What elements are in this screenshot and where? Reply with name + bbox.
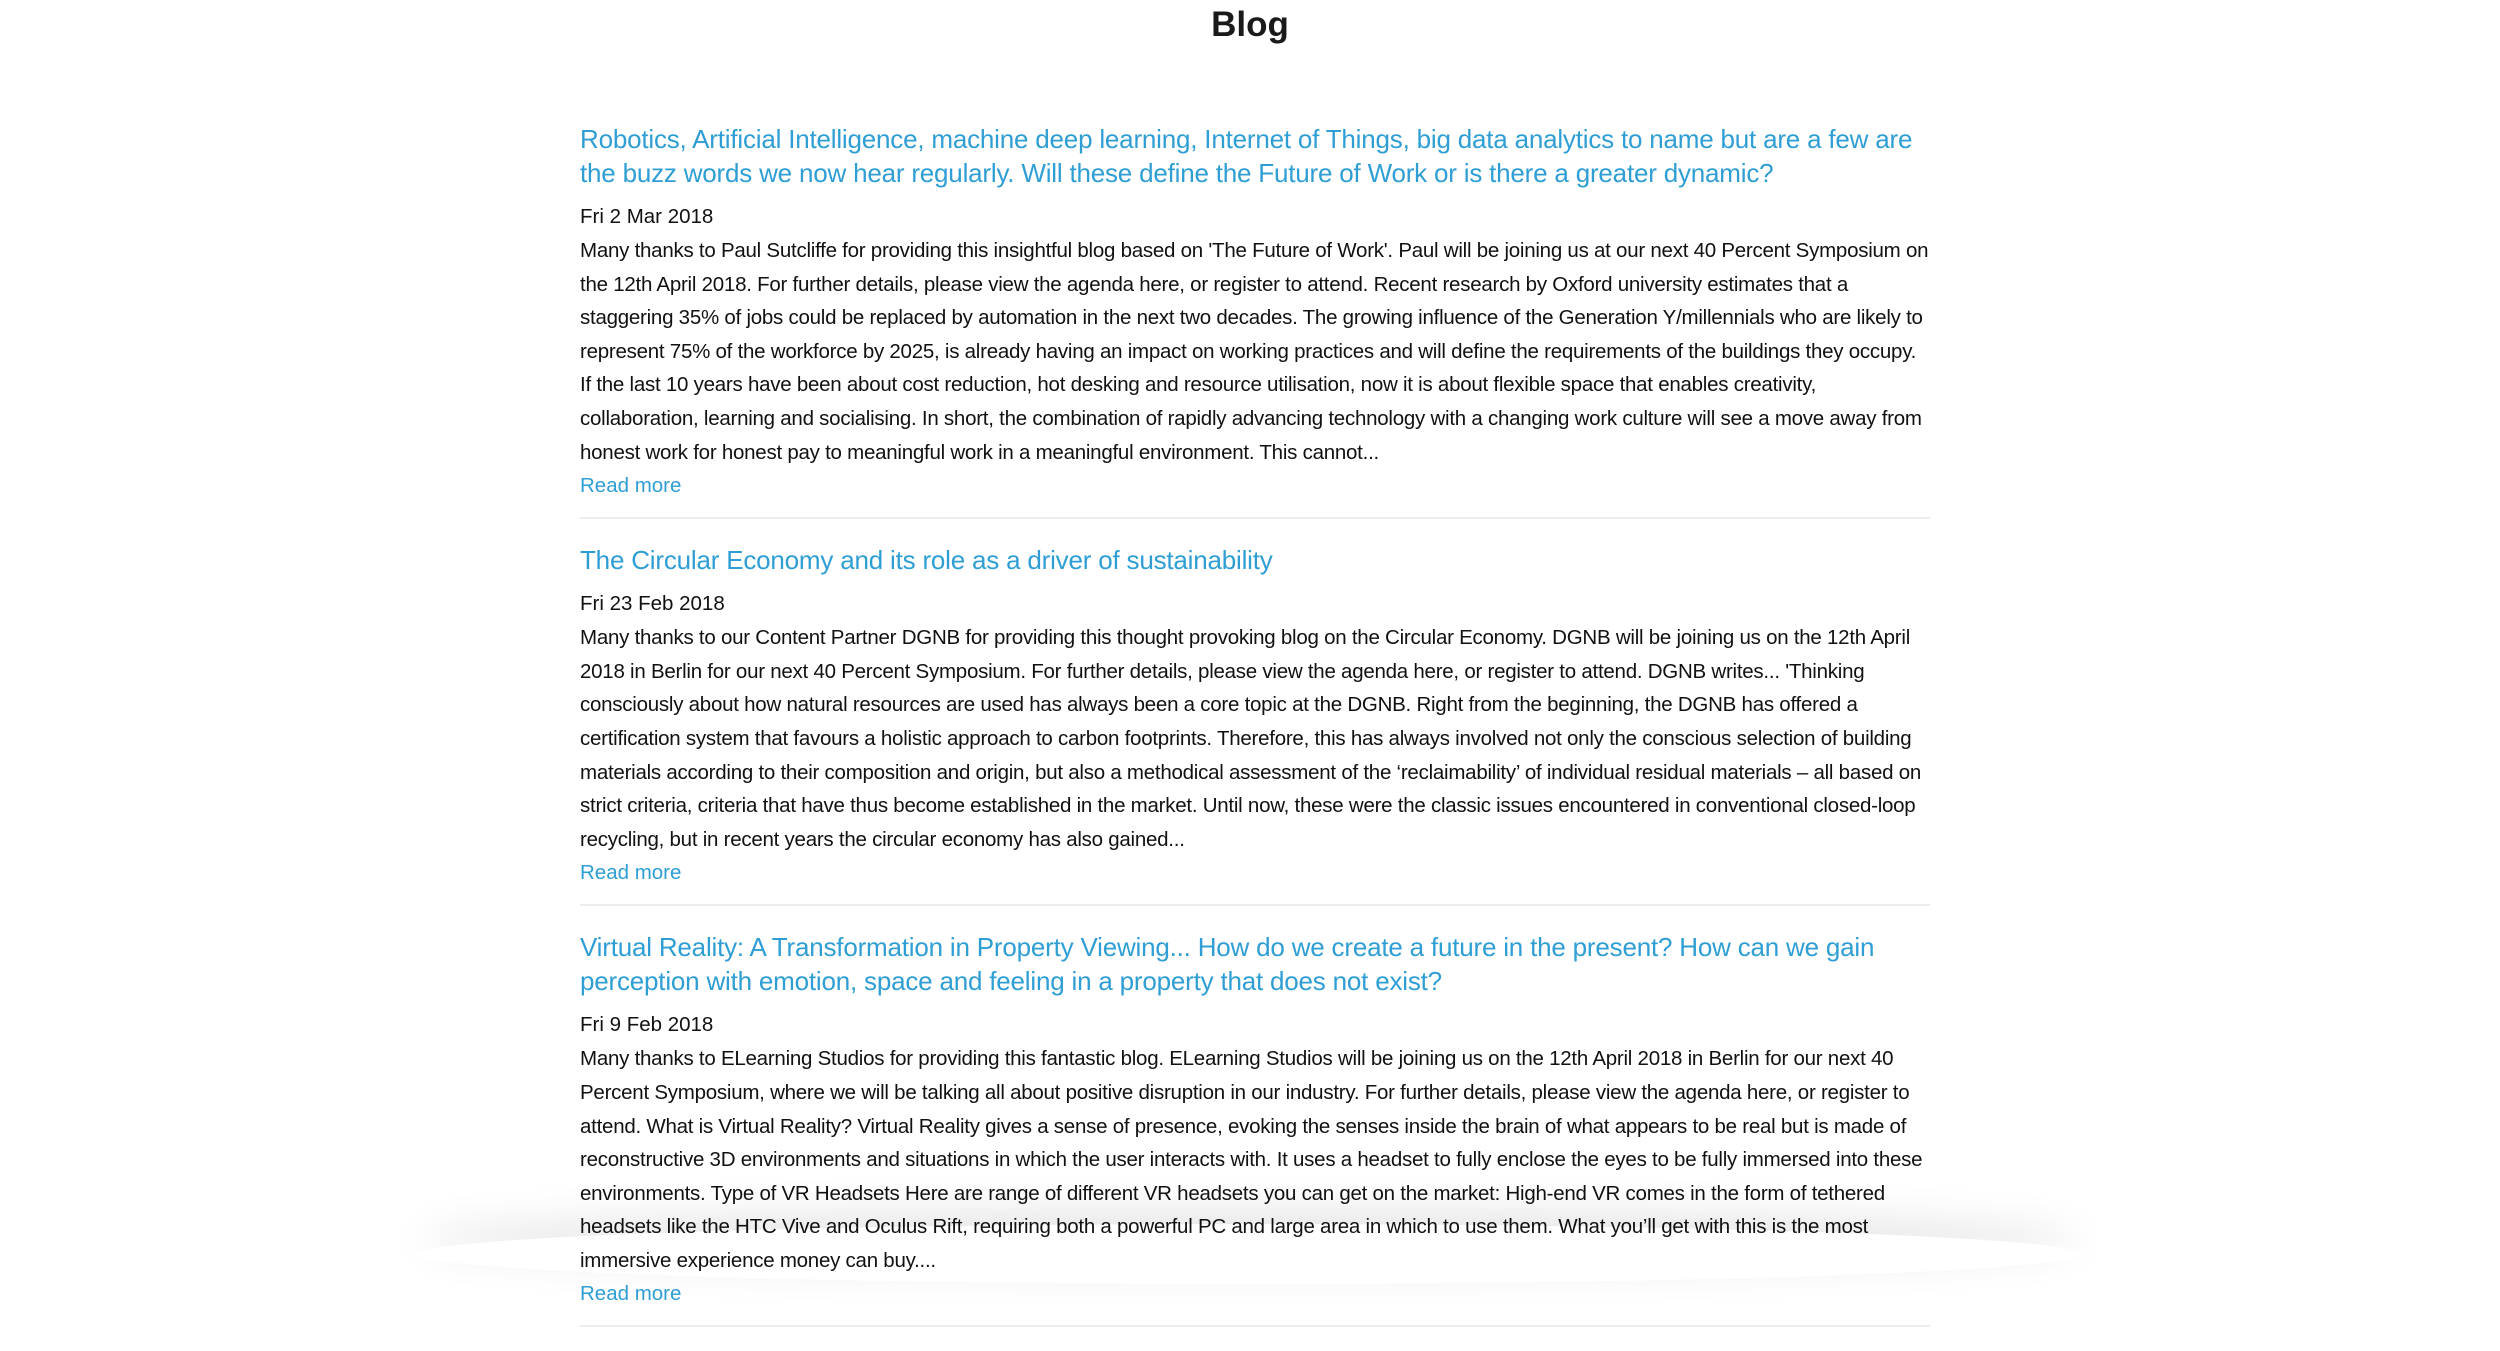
post-excerpt: Many thanks to our Content Partner DGNB for providing this thought provoking blog on the Circular Economy. DGNB will be joining us on the 12th April 2018 in Berlin for our next 40 Percent Symposium. For further details, please view the agenda here, or register to attend. DGNB writes... 'Thinking consciously about how natural resources are used has always been a core topic at the DGNB. Right from the beginning, the DGNB has offered a certification system that favours a holistic approach to carbon footprints. Therefore, this has always involved not only the conscious selection of building materials according to their composition and origin, but also a methodical assessment of the ‘reclaimability’ of individual residual materials – all based on strict criteria, criteria that have thus become established in the market. Until now, these were the classic issues encountered in conventional closed-loop recycling, but in recent years the circular economy has also gained... [580, 626, 1922, 851]
post-date: Fri 23 Feb 2018 [580, 592, 725, 616]
post-date: Fri 9 Feb 2018 [580, 1013, 714, 1037]
blog-post [580, 122, 1930, 519]
blog-post-list [580, 122, 1930, 1351]
read-more-link[interactable]: Read more [580, 1282, 682, 1306]
post-title-link[interactable]: Robotics, Artificial Intelligence, machine deep learning, Internet of Things, big data analytics to name but are a few are the buzz words we now hear regularly. Will these define the Future of Work or is there a greater dynamic? [580, 124, 1913, 188]
read-more-link[interactable]: Read more [580, 474, 682, 498]
read-more-link[interactable]: Read more [580, 861, 682, 885]
blog-post [580, 543, 1930, 906]
post-date: Fri 2 Mar 2018 [580, 205, 714, 228]
post-excerpt: Many thanks to Paul Sutcliffe for providing this insightful blog based on 'The Future of Work'. Paul will be joining us at our next 40 Percent Symposium on the 12th April 2018. For further details, please view the agenda here, or register to attend. Recent research by Oxford university estimates that a staggering 35% of jobs could be replaced by automation in the next two decades. The growing influence of the Generation Y/millennials who are likely to represent 75% of the workforce by 2025, is already having an impact on working practices and will define the requirements of the buildings they occupy. If the last 10 years have been about cost reduction, hot desking and resource utilisation, now it is about flexible space that enables creativity, collaboration, learning and socialising. In short, the combination of rapidly advancing technology with a changing work culture will see a move away from honest work for honest pay to meaningful work in a meaningful environment. This cannot... [580, 239, 1929, 464]
post-excerpt: Many thanks to ELearning Studios for providing this fantastic blog. ELearning Studios will be joining us on the 12th April 2018 in Berlin for our next 40 Percent Symposium, where we will be talking all about positive disruption in our industry. For further details, please view the agenda here, or register to attend. What is Virtual Reality? Virtual Reality gives a sense of presence, evoking the senses inside the brain of what appears to be real but is made of reconstructive 3D environments and situations in which the user interacts with. It uses a headset to fully enclose the eyes to be fully immersed into these environments. Type of VR Headsets Here are range of different VR headsets you can get on the market: High-end VR comes in the form of tethered headsets like the HTC Vive and Oculus Rift, requiring both a powerful PC and large area in which to use them. What you’ll get with this is the most immersive experience money can buy.... [580, 1047, 1923, 1272]
blog-post [580, 930, 1930, 1327]
post-title-link[interactable]: The Circular Economy and its role as a driver of sustainability [580, 545, 1273, 576]
page-title: Blog [1211, 5, 1289, 44]
post-title-link[interactable]: Virtual Reality: A Transformation in Property Viewing... How do we create a future in the present? How can we gain perception with emotion, space and feeling in a property that does not exist? [580, 932, 1875, 997]
